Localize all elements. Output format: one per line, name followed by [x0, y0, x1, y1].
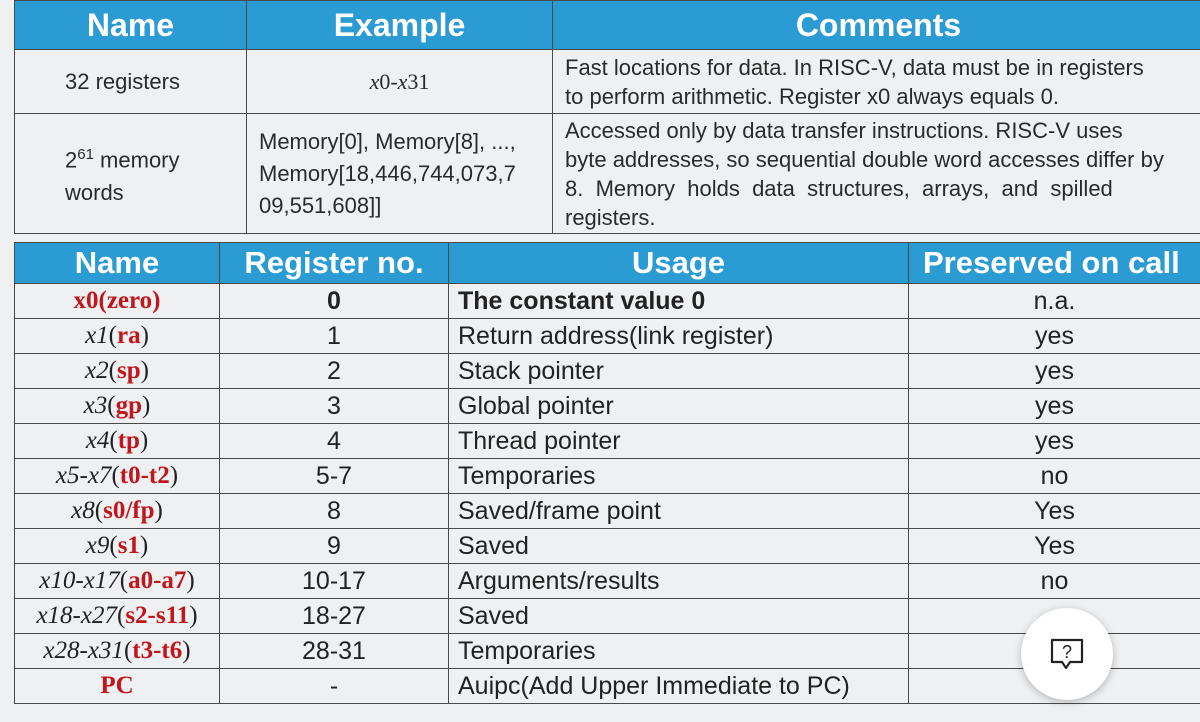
register-name: x2(sp): [15, 354, 220, 389]
register-usage: Arguments/results: [449, 564, 909, 599]
header-name: Name: [15, 1, 247, 50]
register-name: x4(tp): [15, 424, 220, 459]
register-number: 1: [220, 319, 449, 354]
register-number: 0: [220, 284, 449, 319]
memory-operands-table: [14, 0, 1200, 234]
table-row: [15, 284, 1200, 319]
register-name: x9(s1): [15, 529, 220, 564]
register-name: x5-x7(t0-t2): [15, 459, 220, 494]
register-preserved: no: [909, 564, 1200, 599]
register-usage: Global pointer: [449, 389, 909, 424]
register-number: 10-17: [220, 564, 449, 599]
register-number: 3: [220, 389, 449, 424]
header-example: Example: [247, 1, 553, 50]
register-number: -: [220, 669, 449, 704]
register-preserved: yes: [909, 319, 1200, 354]
register-name: x8(s0/fp): [15, 494, 220, 529]
header-preserved: Preserved on call: [909, 243, 1200, 284]
row-example: x0-x31: [247, 50, 553, 114]
register-name: x1(ra): [15, 319, 220, 354]
register-name: PC: [15, 669, 220, 704]
register-number: 8: [220, 494, 449, 529]
table-row: [15, 529, 1200, 564]
register-usage: The constant value 0: [449, 284, 909, 319]
register-name: x0(zero): [15, 284, 220, 319]
register-usage: Stack pointer: [449, 354, 909, 389]
table-row: [15, 424, 1200, 459]
register-name: x28-x31(t3-t6): [15, 634, 220, 669]
register-table: [14, 242, 1200, 704]
table-row: [15, 319, 1200, 354]
register-preserved: Yes: [909, 529, 1200, 564]
header-row: [15, 1, 1200, 50]
register-preserved: n.a.: [909, 284, 1200, 319]
register-usage: Auipc(Add Upper Immediate to PC): [449, 669, 909, 704]
register-usage: Return address(link register): [449, 319, 909, 354]
row-comment: Fast locations for data. In RISC-V, data must be in registers to perform arithmetic. Register x0 always equals 0.: [553, 50, 1200, 114]
register-number: 4: [220, 424, 449, 459]
help-glyph: ?: [1061, 642, 1073, 662]
register-usage: Thread pointer: [449, 424, 909, 459]
question-bubble-icon: [1047, 634, 1087, 674]
row-name: $2^{61}$ memory words: [15, 114, 247, 234]
register-usage: Temporaries: [449, 459, 909, 494]
table-row: [15, 50, 1200, 114]
row-name: 32 registers: [15, 50, 247, 114]
table-row: [15, 354, 1200, 389]
register-name: x18-x27(s2-s11): [15, 599, 220, 634]
header-comments: Comments: [553, 1, 1200, 50]
register-usage: Saved/frame point: [449, 494, 909, 529]
register-number: 18-27: [220, 599, 449, 634]
slide-content: [14, 0, 1200, 700]
register-number: 5-7: [220, 459, 449, 494]
row-comment: Accessed only by data transfer instructions. RISC-V uses byte addresses, so sequential double word accesses differ by 8. Memory holds data structures, arrays, and spilled registers.: [553, 114, 1200, 234]
register-name: x3(gp): [15, 389, 220, 424]
table-row: [15, 459, 1200, 494]
header-row: [15, 243, 1200, 284]
table-row: [15, 389, 1200, 424]
table-row: [15, 114, 1200, 234]
help-button[interactable]: [1021, 608, 1113, 700]
header-name: Name: [15, 243, 220, 284]
register-name: x10-x17(a0-a7): [15, 564, 220, 599]
table-row: [15, 564, 1200, 599]
register-number: 9: [220, 529, 449, 564]
table-row: [15, 599, 1200, 634]
table-row: [15, 669, 1200, 704]
header-register-no: Register no.: [220, 243, 449, 284]
register-preserved: Yes: [909, 494, 1200, 529]
header-usage: Usage: [449, 243, 909, 284]
row-example: Memory[0], Memory[8], ..., Memory[18,446,744,073,7 09,551,608]]: [247, 114, 553, 234]
table-row: [15, 494, 1200, 529]
register-number: 28-31: [220, 634, 449, 669]
register-preserved: yes: [909, 354, 1200, 389]
register-number: 2: [220, 354, 449, 389]
register-usage: Saved: [449, 529, 909, 564]
register-usage: Saved: [449, 599, 909, 634]
register-preserved: no: [909, 459, 1200, 494]
register-usage: Temporaries: [449, 634, 909, 669]
register-preserved: yes: [909, 424, 1200, 459]
register-preserved: yes: [909, 389, 1200, 424]
